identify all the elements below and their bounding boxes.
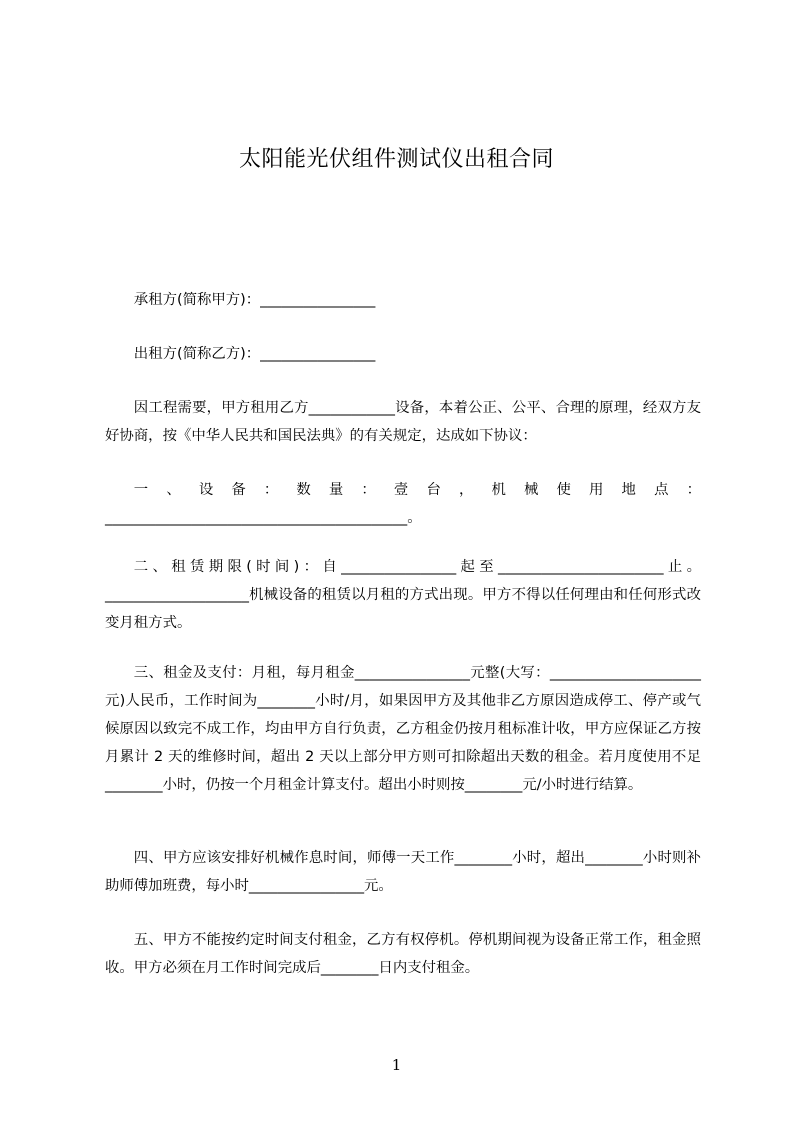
clause-1-equipment: 一、设备：数量：壹台，机械使用地点：__________________________________________。 bbox=[105, 482, 701, 526]
clause-2-term: 二、租赁期限(时间)：自________________起至_______________________止。____________________机械设备的租赁以月租的方式出现。甲方不得以任何理由和任何形式改变月租方式。 bbox=[105, 559, 701, 631]
preamble-paragraph: 因工程需要，甲方租用乙方____________设备，本着公正、公平、合理的原理，经双方友好协商，按《中华人民共和国民法典》的有关规定，达成如下协议： bbox=[105, 400, 701, 444]
document-title: 太阳能光伏组件测试仪出租合同 bbox=[238, 147, 554, 172]
clause-5-payment: 五、甲方不能按约定时间支付租金，乙方有权停机。停机期间视为设备正常工作，租金照收。甲方必须在月工作时间完成后________日内支付租金。 bbox=[105, 932, 701, 976]
lessor-line: 出租方(简称乙方)：________________ bbox=[133, 346, 376, 362]
page-number: 1 bbox=[391, 1056, 402, 1074]
lessee-line: 承租方(简称甲方)：________________ bbox=[133, 292, 376, 308]
clause-3-rent: 三、租金及支付：月租，每月租金________________元整(大写：_____________________元)人民币，工作时间为________小时/月，如果因甲方及其他非乙方原因造成停工、停产或气候原因以致完不成工作，均由甲方自行负责，乙方租金仍按月租标准计收，甲方应保证乙方按月累计 2 天的维修时间，超出 2 天以上部分甲方则可扣除超出天数的租金。若月度使用不足________小时，仍按一个月租金计算支付。超出小时则按________元/小时进行结算。 bbox=[105, 665, 701, 793]
clause-4-working-hours: 四、甲方应该安排好机械作息时间，师傅一天工作________小时，超出________小时则补助师傅加班费，每小时________________元。 bbox=[105, 850, 701, 894]
